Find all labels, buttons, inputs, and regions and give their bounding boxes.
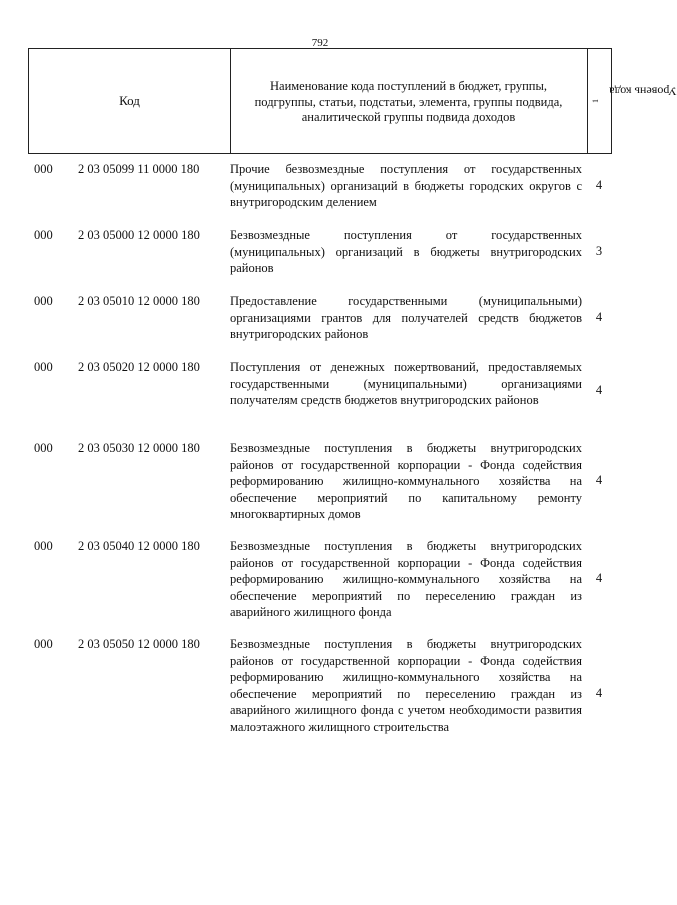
header-level-label: [591, 84, 677, 103]
row-level: 4: [595, 383, 603, 397]
header-name-cell: [230, 49, 588, 153]
row-name: Безвозмездные поступления в бюджеты внутригородских районов от государственной корпорации - Фонда содействия реформированию жилищно-коммунального хозяйства на обеспечение мероприятий по капитальному ремонту многоквартирных домов: [230, 441, 582, 521]
row-level: 4: [595, 571, 603, 585]
row-code: 2 03 05010 12 0000 180: [78, 294, 200, 308]
header-level-cell: [587, 49, 677, 153]
row-prefix: 000: [34, 539, 53, 553]
row-level: 4: [595, 310, 603, 324]
row-prefix: 000: [34, 228, 53, 242]
row-prefix: 000: [34, 162, 53, 176]
row-prefix: 000: [34, 441, 53, 455]
row-level: 4: [595, 686, 603, 700]
row-code: 2 03 05099 11 0000 180: [78, 162, 200, 176]
row-name: Предоставление государственными (муниципальными) организациями грантов для получателей средств бюджетов внутригородских районов: [230, 294, 582, 341]
row-prefix: 000: [34, 294, 53, 308]
row-name: Безвозмездные поступления от государственных (муниципальных) организаций в бюджеты внутригородских районов: [230, 228, 582, 275]
row-level: 4: [595, 473, 603, 487]
row-code: 2 03 05000 12 0000 180: [78, 228, 200, 242]
row-level: 3: [595, 244, 603, 258]
header-level-text: Уровень кода: [609, 84, 677, 99]
row-prefix: 000: [34, 637, 53, 651]
row-name: Безвозмездные поступления в бюджеты внутригородских районов от государственной корпорации - Фонда содействия реформированию жилищно-коммунального хозяйства на обеспечение мероприятий по переселению граждан из аварийного жилищного фонда с учетом необходимости развития малоэтажного жилищного строительства: [230, 637, 582, 734]
header-code-label: Код: [119, 93, 140, 108]
row-code: 2 03 05030 12 0000 180: [78, 441, 200, 455]
row-level: 4: [595, 178, 603, 192]
row-prefix: 000: [34, 360, 53, 374]
row-name: Поступления от денежных пожертвований, предоставляемых государственными (муниципальными) организациями получателям средств бюджетов внутригородских районов: [230, 360, 582, 407]
row-code: 2 03 05020 12 0000 180: [78, 360, 200, 374]
table-header: [28, 48, 677, 154]
page-number: 792: [311, 37, 329, 49]
header-name-label: Наименование кода поступлений в бюджет, группы, подгруппы, статьи, подстатьи, элемента, группы подвида, аналитической группы подвида доходов: [254, 79, 563, 124]
header-code-cell: [29, 49, 231, 153]
row-name: Прочие безвозмездные поступления от государственных (муниципальных) организаций в бюджеты городских округов с внутригородским делением: [230, 162, 582, 209]
row-code: 2 03 05040 12 0000 180: [78, 539, 200, 553]
header-level-footnote: 1: [591, 99, 600, 103]
row-name: Безвозмездные поступления в бюджеты внутригородских районов от государственной корпорации - Фонда содействия реформированию жилищно-коммунального хозяйства на обеспечение мероприятий по переселению граждан из аварийного жилищного фонда: [230, 539, 582, 619]
row-code: 2 03 05050 12 0000 180: [78, 637, 200, 651]
